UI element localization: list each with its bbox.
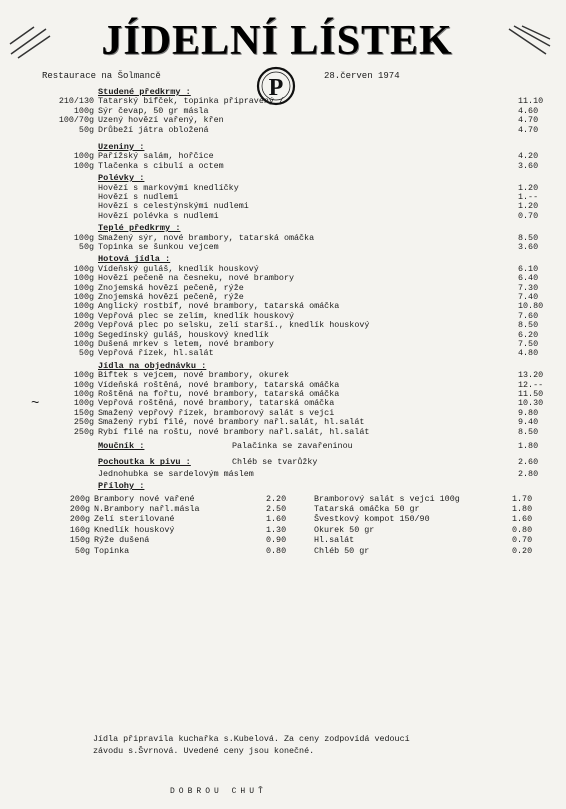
- menu-item-quantity: 100g: [73, 301, 94, 312]
- menu-item-quantity: 100g: [73, 379, 94, 390]
- side-dish-name: N.Brambory nařl.másla: [94, 504, 200, 514]
- side-dish-name: Hl.salát: [314, 535, 355, 546]
- menu-item-name: Hovězí s markovými knedlíčky: [98, 182, 239, 193]
- menu-item-name: Tlačenka s cibulí a octem: [98, 160, 224, 171]
- menu-item-name: Uzený hovězí vařený, křen: [98, 115, 224, 126]
- menu-item-price: 7.40: [518, 292, 539, 302]
- menu-item-name: Vepřová řízek, hl.salát: [98, 348, 214, 359]
- menu-item-name: Hovězí pečeně na česneku, nové brambory: [98, 273, 295, 284]
- menu-item-name: Smažený sýr, nové brambory, tatarská omáčka: [98, 232, 315, 243]
- side-dish-name: Topinka: [94, 545, 130, 556]
- menu-item-price: 8.50: [518, 320, 539, 331]
- menu-item-price: 13.20: [518, 370, 544, 381]
- menu-item-price: 9.80: [518, 407, 539, 418]
- menu-item-price: 10.80: [518, 301, 544, 312]
- menu-item-price: 4.20: [518, 151, 539, 162]
- side-dish-price: 0.80: [266, 545, 287, 556]
- menu-item-price: 4.70: [518, 115, 539, 126]
- menu-item-price: 9.40: [518, 417, 539, 428]
- menu-item-name: Smažený rybí filé, nové brambory nařl.salát, hl.salát: [98, 417, 365, 428]
- menu-item-quantity: 100g: [73, 370, 94, 381]
- side-dish-price: 1.80: [512, 504, 533, 514]
- menu-title: JÍDELNÍ LÍSTEK: [101, 18, 453, 64]
- side-dish-price: 1.60: [266, 514, 287, 525]
- menu-item-name: Hovězí polévka s nudlemi: [98, 210, 219, 221]
- menu-item-quantity: 100g: [73, 151, 94, 162]
- side-dish-name: Brambory nové vařené: [94, 493, 195, 504]
- menu-item-quantity: 100g: [73, 263, 94, 274]
- menu-item-quantity: 100g: [73, 398, 94, 409]
- side-dish-price: 0.70: [512, 535, 533, 546]
- menu-item-price: 8.50: [518, 232, 539, 243]
- section-heading: Jídla na objednávku :: [98, 360, 207, 371]
- menu-item-quantity: 100g: [73, 160, 94, 171]
- menu-item-price: 6.10: [518, 263, 539, 274]
- section-heading: Uzeniny :: [98, 142, 145, 152]
- menu-item-quantity: 50g: [78, 242, 94, 252]
- special-item-name: Palačinka se zavařeninou: [232, 441, 353, 451]
- menu-item-name: Pařížský salám, hořčice: [98, 151, 214, 162]
- menu-item-quantity: 100g: [73, 292, 94, 302]
- menu-item-quantity: 250g: [73, 426, 94, 437]
- side-dish-quantity: 200g: [69, 493, 90, 504]
- menu-item-price: 7.30: [518, 282, 539, 293]
- menu-item-quantity: 100g: [73, 105, 94, 116]
- side-dish-quantity: 160g: [69, 524, 90, 535]
- menu-item-price: 7.50: [518, 339, 539, 349]
- side-dish-price: 2.20: [266, 493, 287, 504]
- side-dish-name: Rýže dušená: [94, 535, 150, 546]
- menu-item-name: Biftek s vejcem, nové brambory, okurek: [98, 370, 289, 381]
- menu-item-price: 3.60: [518, 242, 539, 252]
- menu-item-quantity: 150g: [73, 407, 94, 418]
- footer-note-line-1: Jídla připravila kuchařka s.Kubelová. Za ceny zodpovídá vedoucí: [93, 734, 410, 744]
- side-dish-price: 0.20: [512, 545, 533, 556]
- menu-item-name: Smažený vepřový řízek, bramborový salát s vejci: [98, 407, 335, 418]
- side-dish-name: Švestkový kompot 150/90: [314, 514, 430, 525]
- menu-item-price: 4.70: [518, 124, 539, 135]
- side-dish-quantity: 150g: [69, 535, 90, 546]
- menu-item-price: 7.60: [518, 310, 539, 321]
- menu-item-name: Znojemská hovězí pečeně, rýže: [98, 292, 244, 302]
- menu-item-quantity: 50g: [78, 124, 94, 135]
- menu-item-quantity: 100g: [73, 310, 94, 321]
- menu-item-quantity: 100g: [73, 232, 94, 243]
- menu-item-price: 1.20: [518, 182, 539, 193]
- menu-item-name: Vídeňský guláš, knedlík houskový: [98, 263, 259, 274]
- menu-item-quantity: 100/70g: [58, 115, 94, 126]
- menu-item-price: 11.10: [518, 96, 544, 107]
- menu-item-price: 6.20: [518, 329, 539, 340]
- side-dish-price: 1.60: [512, 514, 533, 525]
- menu-item-quantity: 100g: [73, 329, 94, 340]
- side-dish-name: Bramborový salát s vejci 100g: [314, 493, 460, 504]
- menu-item-name: Vepřová plec po selsku, zelí starší., knedlík houskový: [98, 320, 370, 331]
- footer-note-line-2: závodu s.Švrnová. Uvedené ceny jsou konečné.: [93, 746, 315, 756]
- menu-item-name: Segedínský guláš, houskový knedlík: [98, 329, 269, 340]
- menu-item-name: Tatarský bifček, topinka připravený /: [98, 96, 284, 107]
- side-dish-name: Tatarská omáčka 50 gr: [314, 504, 420, 514]
- side-dish-price: 0.90: [266, 535, 287, 546]
- side-dish-price: 2.50: [266, 504, 287, 514]
- menu-item-price: 4.60: [518, 105, 539, 116]
- menu-item-price: 6.40: [518, 273, 539, 284]
- restaurant-name: Restaurace na Šolmancě: [42, 71, 161, 81]
- menu-item-price: 1.--: [518, 192, 539, 202]
- menu-item-name: Rybí filé na roštu, nové brambory nařl.salát, hl.salát: [98, 426, 370, 437]
- side-dish-price: 1.30: [266, 524, 287, 535]
- menu-item-name: Vepřová plec se zelím, knedlík houskový: [98, 310, 295, 321]
- menu-item-name: Sýr čevap, 50 gr másla: [98, 105, 209, 116]
- side-dish-name: Okurek 50 gr: [314, 524, 375, 535]
- menu-item-quantity: 250g: [73, 417, 94, 428]
- menu-item-quantity: 100g: [73, 273, 94, 284]
- menu-item-name: Topinka se šunkou vejcem: [98, 242, 219, 252]
- closing-greeting: DOBROU CHUŤ: [170, 787, 267, 796]
- section-heading: Polévky :: [98, 173, 145, 184]
- side-dish-quantity: 50g: [74, 545, 90, 556]
- menu-item-price: 4.80: [518, 348, 539, 359]
- menu-item-price: 3.60: [518, 160, 539, 171]
- menu-item-quantity: 210/130: [58, 96, 94, 107]
- special-label: Moučník :: [98, 441, 145, 451]
- menu-item-quantity: 200g: [73, 320, 94, 331]
- menu-item-price: 11.50: [518, 389, 544, 399]
- menu-item-name: Vídeňská roštěná, nové brambory, tatarská omáčka: [98, 379, 340, 390]
- side-dish-quantity: 200g: [69, 514, 90, 525]
- right-corner-ornament: [504, 24, 552, 62]
- menu-item-quantity: 100g: [73, 282, 94, 293]
- menu-item-price: 10.30: [518, 398, 544, 409]
- pen-mark: ~: [31, 396, 40, 412]
- menu-item-price: 1.20: [518, 201, 539, 212]
- menu-item-quantity: 100g: [73, 339, 94, 349]
- side-dish-name: Zelí sterilované: [94, 514, 175, 525]
- menu-item-quantity: 100g: [73, 389, 94, 399]
- menu-item-name: Dušená mrkev s letem, nové brambory: [98, 339, 274, 349]
- menu-item-price: 1.80: [518, 441, 539, 451]
- menu-item-name: Drůbeží játra obložená: [98, 124, 209, 135]
- menu-item-price: 12.--: [518, 379, 544, 390]
- svg-text:P: P: [268, 75, 284, 101]
- menu-item-name: Hovězí s celestýnskými nudlemi: [98, 201, 249, 212]
- special-label: Pochoutka k pivu :: [98, 457, 191, 468]
- menu-item-name: Vepřová roštěná, nové brambory, tatarská omáčka: [98, 398, 335, 409]
- title-block: [0, 14, 566, 74]
- side-dish-quantity: 200g: [69, 504, 90, 514]
- side-dish-name: Knedlík houskový: [94, 524, 175, 535]
- section-heading: Studené předkrmy :: [98, 87, 191, 97]
- section-heading: Teplé předkrmy :: [98, 223, 181, 234]
- menu-item-price: 2.60: [518, 457, 539, 468]
- special-item-name: Chléb se tvarůžky: [232, 457, 318, 468]
- menu-item-price: 8.50: [518, 426, 539, 437]
- menu-date: 28.červen 1974: [324, 71, 400, 81]
- section-heading: Hotová jídla :: [98, 254, 171, 265]
- menu-item-name: Anglický rostbíf, nové brambory, tatarská omáčka: [98, 301, 340, 312]
- menu-item-name: Hovězí s nudlemi: [98, 192, 179, 202]
- side-dish-price: 0.80: [512, 524, 533, 535]
- menu-item-name: Znojemská hovězí pečeně, rýže: [98, 282, 244, 293]
- menu-item-name: Jednohubka se sardelovým máslem: [98, 468, 254, 479]
- section-heading: Přílohy :: [98, 481, 145, 492]
- menu-item-price: 2.80: [518, 468, 539, 479]
- menu-item-quantity: 50g: [78, 348, 94, 359]
- menu-item-name: Roštěná na fořtu, nové brambory, tatarská omáčka: [98, 389, 340, 399]
- side-dish-name: Chléb 50 gr: [314, 545, 370, 556]
- side-dish-price: 1.70: [512, 493, 533, 504]
- menu-item-price: 0.70: [518, 210, 539, 221]
